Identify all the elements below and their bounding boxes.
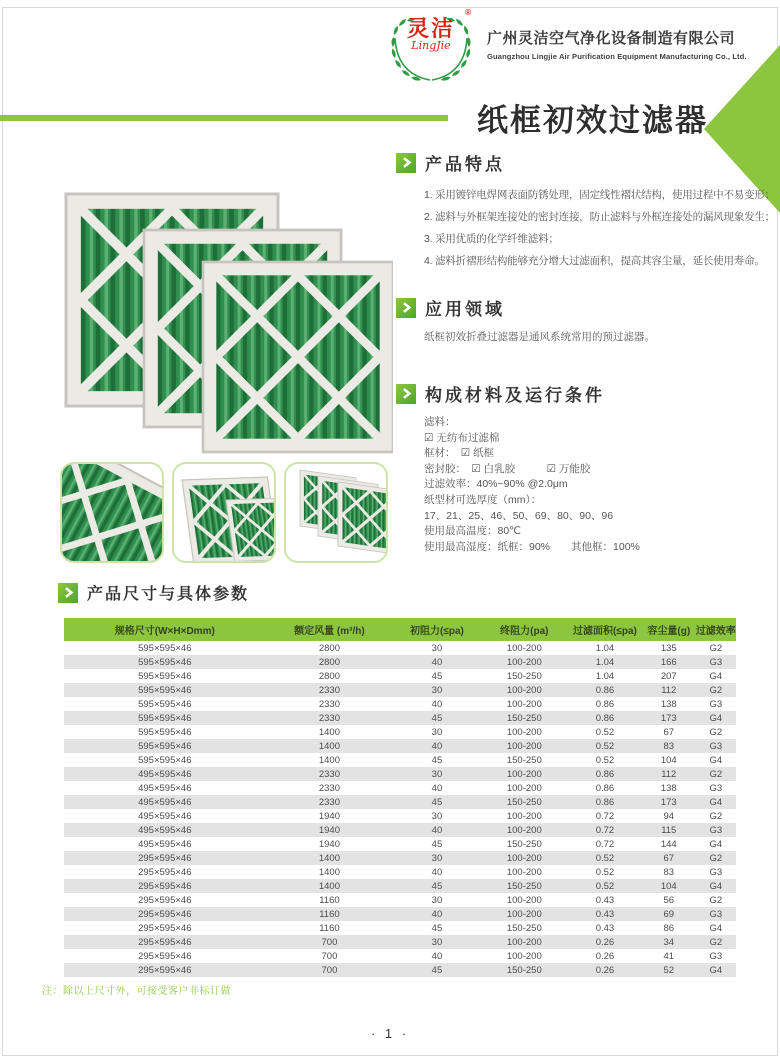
table-cell: 100-200 xyxy=(506,894,542,906)
application-text: 纸框初效折叠过滤器是通风系统常用的预过滤器。 xyxy=(424,331,655,343)
table-cell: 595×595×46 xyxy=(138,740,192,752)
thumbnail-row xyxy=(60,462,388,563)
material-line: 使用最高温度：80℃ xyxy=(424,525,521,538)
table-cell: 30 xyxy=(431,894,443,906)
table-cell: 0.26 xyxy=(595,964,615,976)
table-cell: 100-200 xyxy=(506,768,542,780)
section-title: 构成材料及运行条件 xyxy=(425,386,605,405)
table-cell: G4 xyxy=(709,712,723,724)
material-line: 滤料： xyxy=(424,416,456,428)
table-cell: G3 xyxy=(709,656,723,668)
table-row xyxy=(64,641,736,655)
table-cell: 295×595×46 xyxy=(138,908,192,920)
table-cell: G3 xyxy=(709,908,723,920)
column-header: 终阻力(pa) xyxy=(481,618,568,641)
table-cell: G4 xyxy=(709,838,723,850)
table-cell: 295×595×46 xyxy=(138,950,192,962)
feature-item: 2. 滤料与外框架连接处的密封连接，防止滤料与外框连接处的漏风现象发生； xyxy=(424,211,775,223)
section-application xyxy=(396,295,774,344)
section-title: 产品尺寸与具体参数 xyxy=(87,586,250,603)
column-header: 初阻力(≤pa) xyxy=(393,618,480,641)
table-cell: G3 xyxy=(709,824,723,836)
table-cell: 0.86 xyxy=(595,782,615,794)
product-photo-filters xyxy=(46,166,393,466)
table-cell: 112 xyxy=(661,684,677,696)
table-row xyxy=(64,669,736,683)
table-cell: 104 xyxy=(660,880,677,892)
table-cell: 30 xyxy=(431,642,443,654)
table-cell: 45 xyxy=(431,796,443,808)
materials-list xyxy=(396,415,774,555)
table-cell: 1400 xyxy=(318,880,340,892)
table-cell: 56 xyxy=(663,894,675,906)
table-cell: 595×595×46 xyxy=(138,754,192,766)
table-cell: 100-200 xyxy=(506,852,542,864)
table-cell: 1400 xyxy=(318,726,340,738)
section-header xyxy=(396,381,774,406)
table-cell: 30 xyxy=(431,810,443,822)
table-cell: 100-200 xyxy=(506,642,542,654)
spec-table-wrap xyxy=(64,618,736,977)
table-cell: G2 xyxy=(709,936,723,948)
table-cell: 40 xyxy=(431,740,443,752)
chevron-right-icon xyxy=(396,153,416,173)
table-cell: 173 xyxy=(660,796,677,808)
table-cell: 0.52 xyxy=(595,880,615,892)
table-cell: 100-200 xyxy=(506,656,542,668)
table-cell: 45 xyxy=(431,880,443,892)
table-cell: 295×595×46 xyxy=(138,922,192,934)
table-cell: 86 xyxy=(663,922,675,934)
table-cell: 0.86 xyxy=(595,712,615,724)
table-cell: 100-200 xyxy=(506,698,542,710)
table-cell: 1400 xyxy=(318,852,340,864)
table-cell: 150-250 xyxy=(506,964,542,976)
table-cell: 700 xyxy=(321,964,338,976)
brand-script-name: LingJie xyxy=(411,39,451,52)
table-cell: 1940 xyxy=(318,824,340,836)
thumbnail-filter-corner xyxy=(60,462,164,563)
table-cell: G3 xyxy=(709,740,723,752)
table-cell: 295×595×46 xyxy=(138,866,192,878)
table-cell: 0.26 xyxy=(595,936,615,948)
table-cell: 83 xyxy=(663,866,675,878)
table-cell: 40 xyxy=(431,824,443,836)
page-number: · 1 · xyxy=(370,1026,410,1041)
table-cell: 1940 xyxy=(318,810,340,822)
table-cell: 495×595×46 xyxy=(138,810,192,822)
table-cell: 0.86 xyxy=(595,768,615,780)
table-row xyxy=(64,921,736,935)
table-row xyxy=(64,725,736,739)
table-cell: 2800 xyxy=(318,642,340,654)
table-cell: 2800 xyxy=(318,670,340,682)
table-cell: 0.43 xyxy=(595,894,615,906)
table-header-row xyxy=(64,618,736,641)
table-row xyxy=(64,865,736,879)
table-cell: 40 xyxy=(431,698,443,710)
material-line: 框材： ☑ 纸框 xyxy=(424,447,495,460)
thumbnail-filter-angled xyxy=(172,462,276,563)
table-cell: 94 xyxy=(663,810,675,822)
table-row xyxy=(64,837,736,851)
table-cell: 100-200 xyxy=(506,740,542,752)
table-cell: 40 xyxy=(431,866,443,878)
table-cell: 41 xyxy=(663,950,675,962)
table-cell: 100-200 xyxy=(506,684,542,696)
table-cell: G2 xyxy=(709,684,723,696)
section-header xyxy=(58,581,249,604)
table-cell: G4 xyxy=(709,922,723,934)
table-cell: 0.26 xyxy=(595,950,615,962)
table-cell: 69 xyxy=(663,908,675,920)
column-header: 容尘量(g) xyxy=(642,618,696,641)
table-row xyxy=(64,879,736,893)
table-cell: G4 xyxy=(709,754,723,766)
chevron-right-icon xyxy=(58,583,78,603)
table-cell: G2 xyxy=(709,852,723,864)
section-title: 应用领域 xyxy=(425,300,505,319)
table-cell: G4 xyxy=(709,964,723,976)
table-cell: G3 xyxy=(709,782,723,794)
table-cell: 173 xyxy=(660,712,677,724)
table-cell: 295×595×46 xyxy=(138,936,192,948)
table-cell: 495×595×46 xyxy=(138,838,192,850)
table-cell: 52 xyxy=(663,964,675,976)
custom-size-note: 注：除以上尺寸外，可接受客户非标订做 xyxy=(42,986,231,997)
table-cell: 0.52 xyxy=(595,726,615,738)
company-name-cn: 广州灵洁空气净化设备制造有限公司 xyxy=(487,30,736,47)
table-cell: 0.86 xyxy=(595,698,615,710)
table-cell: 138 xyxy=(660,698,677,710)
table-cell: 2800 xyxy=(318,656,340,668)
material-line: ☑ 无纺布过滤棉 xyxy=(424,431,500,444)
table-cell: 40 xyxy=(431,950,443,962)
thumbnail-filter-set xyxy=(284,462,388,563)
section-header xyxy=(396,150,774,175)
table-cell: 104 xyxy=(660,754,677,766)
table-cell: 1160 xyxy=(319,908,340,920)
page-title: 纸框初效过滤器 xyxy=(477,103,708,138)
table-cell: 45 xyxy=(431,712,443,724)
table-cell: 150-250 xyxy=(506,754,542,766)
table-cell: 495×595×46 xyxy=(138,782,192,794)
table-cell: 144 xyxy=(660,838,677,850)
table-cell: G4 xyxy=(709,796,723,808)
table-cell: 138 xyxy=(660,782,677,794)
table-row xyxy=(64,767,736,781)
table-cell: 295×595×46 xyxy=(138,852,192,864)
table-cell: G3 xyxy=(709,698,723,710)
table-cell: 495×595×46 xyxy=(138,768,192,780)
brand-name: 灵洁 xyxy=(406,16,456,41)
table-cell: 595×595×46 xyxy=(138,642,192,654)
table-cell: 100-200 xyxy=(506,810,542,822)
table-cell: 1.04 xyxy=(595,670,615,682)
table-cell: 0.86 xyxy=(595,796,615,808)
table-cell: G2 xyxy=(709,810,723,822)
table-cell: 112 xyxy=(661,768,677,780)
table-cell: 30 xyxy=(431,726,443,738)
company-name-en: Guangzhou Lingjie Air Purification Equipment Manufacturing Co., Ltd. xyxy=(487,52,747,61)
table-cell: 150-250 xyxy=(506,922,542,934)
table-cell: 2330 xyxy=(318,768,340,780)
table-cell: 0.72 xyxy=(595,824,615,836)
table-row xyxy=(64,711,736,725)
column-header: 过滤效率 xyxy=(696,618,736,641)
table-cell: G2 xyxy=(709,642,723,654)
material-line: 17、21、25、46、50、69、80、90、96 xyxy=(424,509,614,522)
table-cell: 30 xyxy=(431,936,443,948)
table-cell: 1160 xyxy=(319,894,340,906)
table-cell: 595×595×46 xyxy=(138,726,192,738)
table-cell: G3 xyxy=(709,950,723,962)
table-cell: 45 xyxy=(431,964,443,976)
table-cell: 150-250 xyxy=(506,670,542,682)
table-cell: 495×595×46 xyxy=(138,796,192,808)
table-cell: 67 xyxy=(663,852,675,864)
table-cell: 595×595×46 xyxy=(138,670,192,682)
material-line: 使用最高湿度：纸框：90% 其他框：100% xyxy=(424,540,640,553)
table-cell: G4 xyxy=(709,670,723,682)
registered-mark: ® xyxy=(465,8,471,17)
table-cell: G2 xyxy=(709,768,723,780)
table-cell: 40 xyxy=(431,656,443,668)
table-cell: 0.52 xyxy=(595,740,615,752)
table-cell: 1940 xyxy=(318,838,340,850)
spec-table xyxy=(64,618,736,977)
company-logo xyxy=(383,8,479,86)
table-row xyxy=(64,781,736,795)
table-cell: 150-250 xyxy=(506,838,542,850)
column-header: 过滤面积(≤pa) xyxy=(568,618,642,641)
feature-item: 1. 采用镀锌电焊网表面防锈处理，固定线性褶状结构，使用过程中不易变形； xyxy=(424,189,775,201)
column-header: 规格尺寸(W×H×Dmm) xyxy=(64,618,266,641)
table-cell: 0.43 xyxy=(595,922,615,934)
table-cell: 45 xyxy=(431,754,443,766)
table-row xyxy=(64,907,736,921)
table-row xyxy=(64,949,736,963)
material-line: 密封胶： ☑ 白乳胶 ☑ 万能胶 xyxy=(424,462,591,475)
table-cell: 100-200 xyxy=(506,824,542,836)
table-row xyxy=(64,935,736,949)
chevron-right-icon xyxy=(396,298,416,318)
table-row xyxy=(64,809,736,823)
feature-list xyxy=(396,184,774,272)
material-line: 过滤效率：40%~90% @2.0μm xyxy=(424,478,568,491)
table-row xyxy=(64,739,736,753)
table-cell: 150-250 xyxy=(506,712,542,724)
table-cell: G4 xyxy=(709,880,723,892)
table-cell: 0.72 xyxy=(595,810,615,822)
table-cell: 150-250 xyxy=(506,880,542,892)
table-cell: 30 xyxy=(431,684,443,696)
table-cell: 166 xyxy=(660,656,677,668)
section-features xyxy=(396,150,774,272)
table-row xyxy=(64,963,736,977)
table-cell: 595×595×46 xyxy=(138,656,192,668)
table-cell: 100-200 xyxy=(506,950,542,962)
section-materials xyxy=(396,381,774,555)
table-cell: 295×595×46 xyxy=(138,964,192,976)
table-cell: 1400 xyxy=(318,754,340,766)
section-title: 产品特点 xyxy=(425,155,505,174)
table-cell: 0.43 xyxy=(595,908,615,920)
table-cell: 45 xyxy=(431,838,443,850)
table-cell: 207 xyxy=(660,670,677,682)
table-cell: 40 xyxy=(431,908,443,920)
table-cell: 1400 xyxy=(318,740,340,752)
table-cell: 0.86 xyxy=(595,684,615,696)
table-cell: 100-200 xyxy=(506,936,542,948)
chevron-right-icon xyxy=(396,384,416,404)
table-cell: 2330 xyxy=(318,684,340,696)
table-cell: 150-250 xyxy=(506,796,542,808)
table-cell: 100-200 xyxy=(506,726,542,738)
table-cell: 0.72 xyxy=(595,838,615,850)
table-cell: G2 xyxy=(709,726,723,738)
table-cell: 2330 xyxy=(318,782,340,794)
accent-line xyxy=(0,115,448,121)
table-cell: 700 xyxy=(321,936,338,948)
table-cell: 1.04 xyxy=(595,642,615,654)
table-row xyxy=(64,851,736,865)
table-cell: 1400 xyxy=(318,866,340,878)
table-cell: 1160 xyxy=(319,922,340,934)
table-row xyxy=(64,697,736,711)
table-cell: 700 xyxy=(321,950,338,962)
table-row xyxy=(64,893,736,907)
table-cell: G3 xyxy=(709,866,723,878)
table-cell: 45 xyxy=(431,922,443,934)
table-row xyxy=(64,753,736,767)
table-cell: 45 xyxy=(431,670,443,682)
table-cell: 295×595×46 xyxy=(138,894,192,906)
section-specs xyxy=(58,581,249,604)
table-cell: G2 xyxy=(709,894,723,906)
table-row xyxy=(64,823,736,837)
table-cell: 83 xyxy=(663,740,675,752)
table-cell: 115 xyxy=(661,824,677,836)
table-cell: 295×595×46 xyxy=(138,880,192,892)
table-cell: 100-200 xyxy=(506,908,542,920)
table-row xyxy=(64,655,736,669)
table-cell: 595×595×46 xyxy=(138,684,192,696)
table-cell: 0.52 xyxy=(595,754,615,766)
table-cell: 0.52 xyxy=(595,866,615,878)
table-cell: 595×595×46 xyxy=(138,712,192,724)
section-header xyxy=(396,295,774,320)
table-cell: 1.04 xyxy=(595,656,615,668)
table-cell: 2330 xyxy=(318,698,340,710)
table-cell: 2330 xyxy=(318,712,340,724)
table-cell: 30 xyxy=(431,852,443,864)
feature-item: 3. 采用优质的化学纤维滤料； xyxy=(424,233,559,245)
table-cell: 0.52 xyxy=(595,852,615,864)
feature-item: 4. 滤料折褶形结构能够充分增大过滤面积，提高其容尘量，延长使用寿命。 xyxy=(424,255,765,267)
table-cell: 2330 xyxy=(318,796,340,808)
table-row xyxy=(64,795,736,809)
table-cell: 100-200 xyxy=(506,866,542,878)
table-row xyxy=(64,683,736,697)
table-cell: 30 xyxy=(431,768,443,780)
table-cell: 495×595×46 xyxy=(138,824,192,836)
table-cell: 67 xyxy=(663,726,675,738)
table-cell: 135 xyxy=(660,642,677,654)
table-cell: 100-200 xyxy=(506,782,542,794)
table-cell: 34 xyxy=(663,936,675,948)
material-line: 纸型材可选厚度（mm）： xyxy=(424,493,542,506)
table-cell: 40 xyxy=(431,782,443,794)
column-header: 额定风量 (m³/h) xyxy=(266,618,394,641)
table-cell: 595×595×46 xyxy=(138,698,192,710)
